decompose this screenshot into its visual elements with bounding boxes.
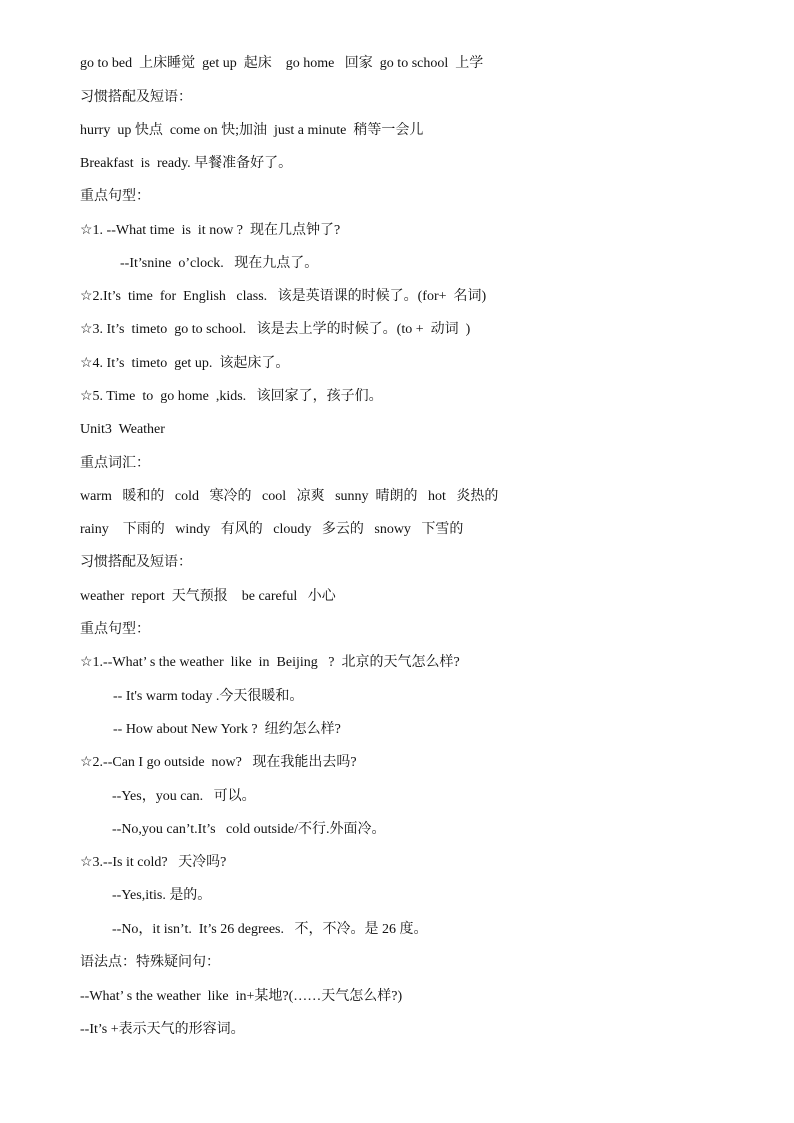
section-heading-phrases: 习惯搭配及短语： [80,555,192,570]
sentence-item: ☆1.--What’ s the weather like in Beijing ? 北京的天气怎么样? [80,655,460,670]
section-heading-grammar: 语法点：特殊疑问句： [80,955,220,970]
vocab-line-daily-actions: go to bed 上床睡觉 get up 起床 go home 回家 go to school 上学 [80,56,484,71]
sentence-item: ☆5. Time to go home ,kids. 该回家了，孩子们。 [80,389,383,404]
unit-title: Unit3 Weather [80,422,165,437]
sentence-item: ☆3.--Is it cold? 天冷吗? [80,855,227,870]
section-heading-sentences: 重点句型： [80,622,150,637]
sentence-item: ☆1. --What time is it now ? 现在几点钟了? [80,223,341,238]
sentence-answer: --No，it isn’t. It’s 26 degrees. 不，不冷。是 26 度。 [112,922,428,937]
sentence-item: ☆2.It’s time for English class. 该是英语课的时候了。(for+ 名词) [80,289,487,304]
sentence-answer: --Yes,itis. 是的。 [112,888,212,903]
vocab-line-weather: warm 暖和的 cold 寒冷的 cool 凉爽 sunny 晴朗的 hot 炎热的 [80,489,499,504]
sentence-answer: -- It's warm today .今天很暖和。 [113,689,304,704]
section-heading-phrases: 习惯搭配及短语： [80,90,192,105]
phrase-line: weather report 天气预报 be careful 小心 [80,589,336,604]
sentence-answer: -- How about New York ? 纽约怎么样? [113,722,341,737]
phrase-line: Breakfast is ready. 早餐准备好了。 [80,156,293,171]
sentence-item: ☆2.--Can I go outside now? 现在我能出去吗? [80,755,357,770]
section-heading-vocabulary: 重点词汇： [80,456,150,471]
vocab-line-weather: rainy 下雨的 windy 有风的 cloudy 多云的 snowy 下雪的 [80,522,464,537]
grammar-pattern: --It’s +表示天气的形容词。 [80,1022,245,1037]
sentence-answer: --It’snine o’clock. 现在九点了。 [120,256,319,271]
sentence-item: ☆3. It’s timeto go to school. 该是去上学的时候了。(to + 动词 ) [80,322,471,337]
section-heading-sentences: 重点句型： [80,189,150,204]
grammar-pattern: --What’ s the weather like in+某地?(……天气怎么样?) [80,989,403,1004]
sentence-answer: --No,you can’t.It’s cold outside/不行.外面冷。 [112,822,386,837]
phrase-line: hurry up 快点 come on 快;加油 just a minute 稍等一会儿 [80,123,424,138]
sentence-answer: --Yes，you can. 可以。 [112,789,256,804]
sentence-item: ☆4. It’s timeto get up. 该起床了。 [80,356,290,371]
